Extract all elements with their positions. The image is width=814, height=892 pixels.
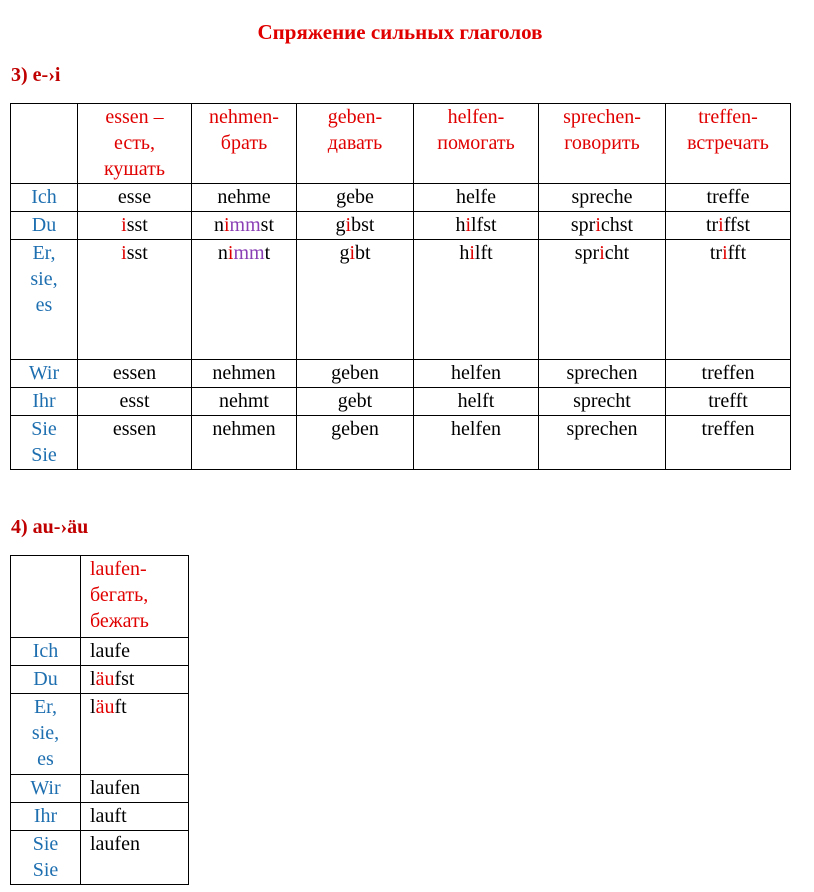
form-du-laufen: läufst [81, 666, 189, 694]
form-er-essen: isst [78, 240, 192, 360]
row-du [11, 212, 791, 240]
form-sie-nehmen: nehmen [192, 416, 297, 470]
verb-header-geben: geben- давать [297, 104, 414, 184]
verb-header-sprechen: sprechen- говорить [539, 104, 666, 184]
form-ihr-sprechen: sprecht [539, 388, 666, 416]
page-title: Спряжение сильных глаголов [257, 20, 543, 44]
row-wir [11, 775, 189, 803]
row-ihr [11, 803, 189, 831]
row-sie-plural [11, 416, 791, 470]
row-ich [11, 638, 189, 666]
form-ich-helfen: helfe [414, 184, 539, 212]
pronoun-sie-plural: Sie Sie [11, 416, 78, 470]
pronoun-du: Du [11, 666, 81, 694]
header-row [11, 104, 791, 184]
form-sie-geben: geben [297, 416, 414, 470]
form-er-helfen: hilft [414, 240, 539, 360]
form-du-essen: isst [78, 212, 192, 240]
conjugation-table-au-aeu [10, 555, 189, 885]
form-wir-treffen: treffen [666, 360, 791, 388]
form-ihr-geben: gebt [297, 388, 414, 416]
pronoun-er-sie-es: Er, sie, es [11, 694, 81, 775]
row-du [11, 666, 189, 694]
form-du-sprechen: sprichst [539, 212, 666, 240]
form-ich-laufen: laufe [81, 638, 189, 666]
form-er-nehmen: nimmt [192, 240, 297, 360]
form-sie-treffen: treffen [666, 416, 791, 470]
form-wir-essen: essen [78, 360, 192, 388]
form-wir-helfen: helfen [414, 360, 539, 388]
form-ihr-laufen: lauft [81, 803, 189, 831]
pronoun-wir: Wir [11, 775, 81, 803]
row-ihr [11, 388, 791, 416]
form-wir-sprechen: sprechen [539, 360, 666, 388]
form-sie-laufen: laufen [81, 831, 189, 885]
form-sie-essen: essen [78, 416, 192, 470]
verb-header-nehmen: nehmen- брать [192, 104, 297, 184]
form-ich-nehmen: nehme [192, 184, 297, 212]
verb-header-treffen: treffen- встречать [666, 104, 791, 184]
form-du-helfen: hilfst [414, 212, 539, 240]
form-er-laufen: läuft [81, 694, 189, 775]
form-ich-treffen: treffe [666, 184, 791, 212]
header-row [11, 556, 189, 638]
pronoun-ihr: Ihr [11, 803, 81, 831]
form-ich-sprechen: spreche [539, 184, 666, 212]
form-ich-geben: gebe [297, 184, 414, 212]
row-er-sie-es [11, 694, 189, 775]
form-sie-sprechen: sprechen [539, 416, 666, 470]
form-er-sprechen: spricht [539, 240, 666, 360]
form-er-geben: gibt [297, 240, 414, 360]
section-4-heading: 4) au-›äu [11, 516, 89, 538]
verb-header-laufen: laufen- бегать, бежать [81, 556, 189, 638]
pronoun-du: Du [11, 212, 78, 240]
row-sie-plural [11, 831, 189, 885]
form-sie-helfen: helfen [414, 416, 539, 470]
form-ihr-essen: esst [78, 388, 192, 416]
verb-header-helfen: helfen- помогать [414, 104, 539, 184]
corner-cell [11, 556, 81, 638]
form-du-treffen: triffst [666, 212, 791, 240]
form-ihr-helfen: helft [414, 388, 539, 416]
pronoun-ich: Ich [11, 184, 78, 212]
form-du-nehmen: nimmst [192, 212, 297, 240]
form-ihr-treffen: trefft [666, 388, 791, 416]
form-wir-laufen: laufen [81, 775, 189, 803]
corner-cell [11, 104, 78, 184]
pronoun-ihr: Ihr [11, 388, 78, 416]
conjugation-table-e-i [10, 103, 791, 470]
form-du-geben: gibst [297, 212, 414, 240]
verb-header-essen: essen – есть, кушать [78, 104, 192, 184]
pronoun-wir: Wir [11, 360, 78, 388]
section-3-heading: 3) e-›i [11, 64, 61, 86]
form-ich-essen: esse [78, 184, 192, 212]
row-er-sie-es [11, 240, 791, 360]
row-ich [11, 184, 791, 212]
row-wir [11, 360, 791, 388]
pronoun-ich: Ich [11, 638, 81, 666]
form-er-treffen: trifft [666, 240, 791, 360]
form-wir-nehmen: nehmen [192, 360, 297, 388]
pronoun-sie-plural: Sie Sie [11, 831, 81, 885]
form-wir-geben: geben [297, 360, 414, 388]
pronoun-er-sie-es: Er, sie, es [11, 240, 78, 360]
form-ihr-nehmen: nehmt [192, 388, 297, 416]
